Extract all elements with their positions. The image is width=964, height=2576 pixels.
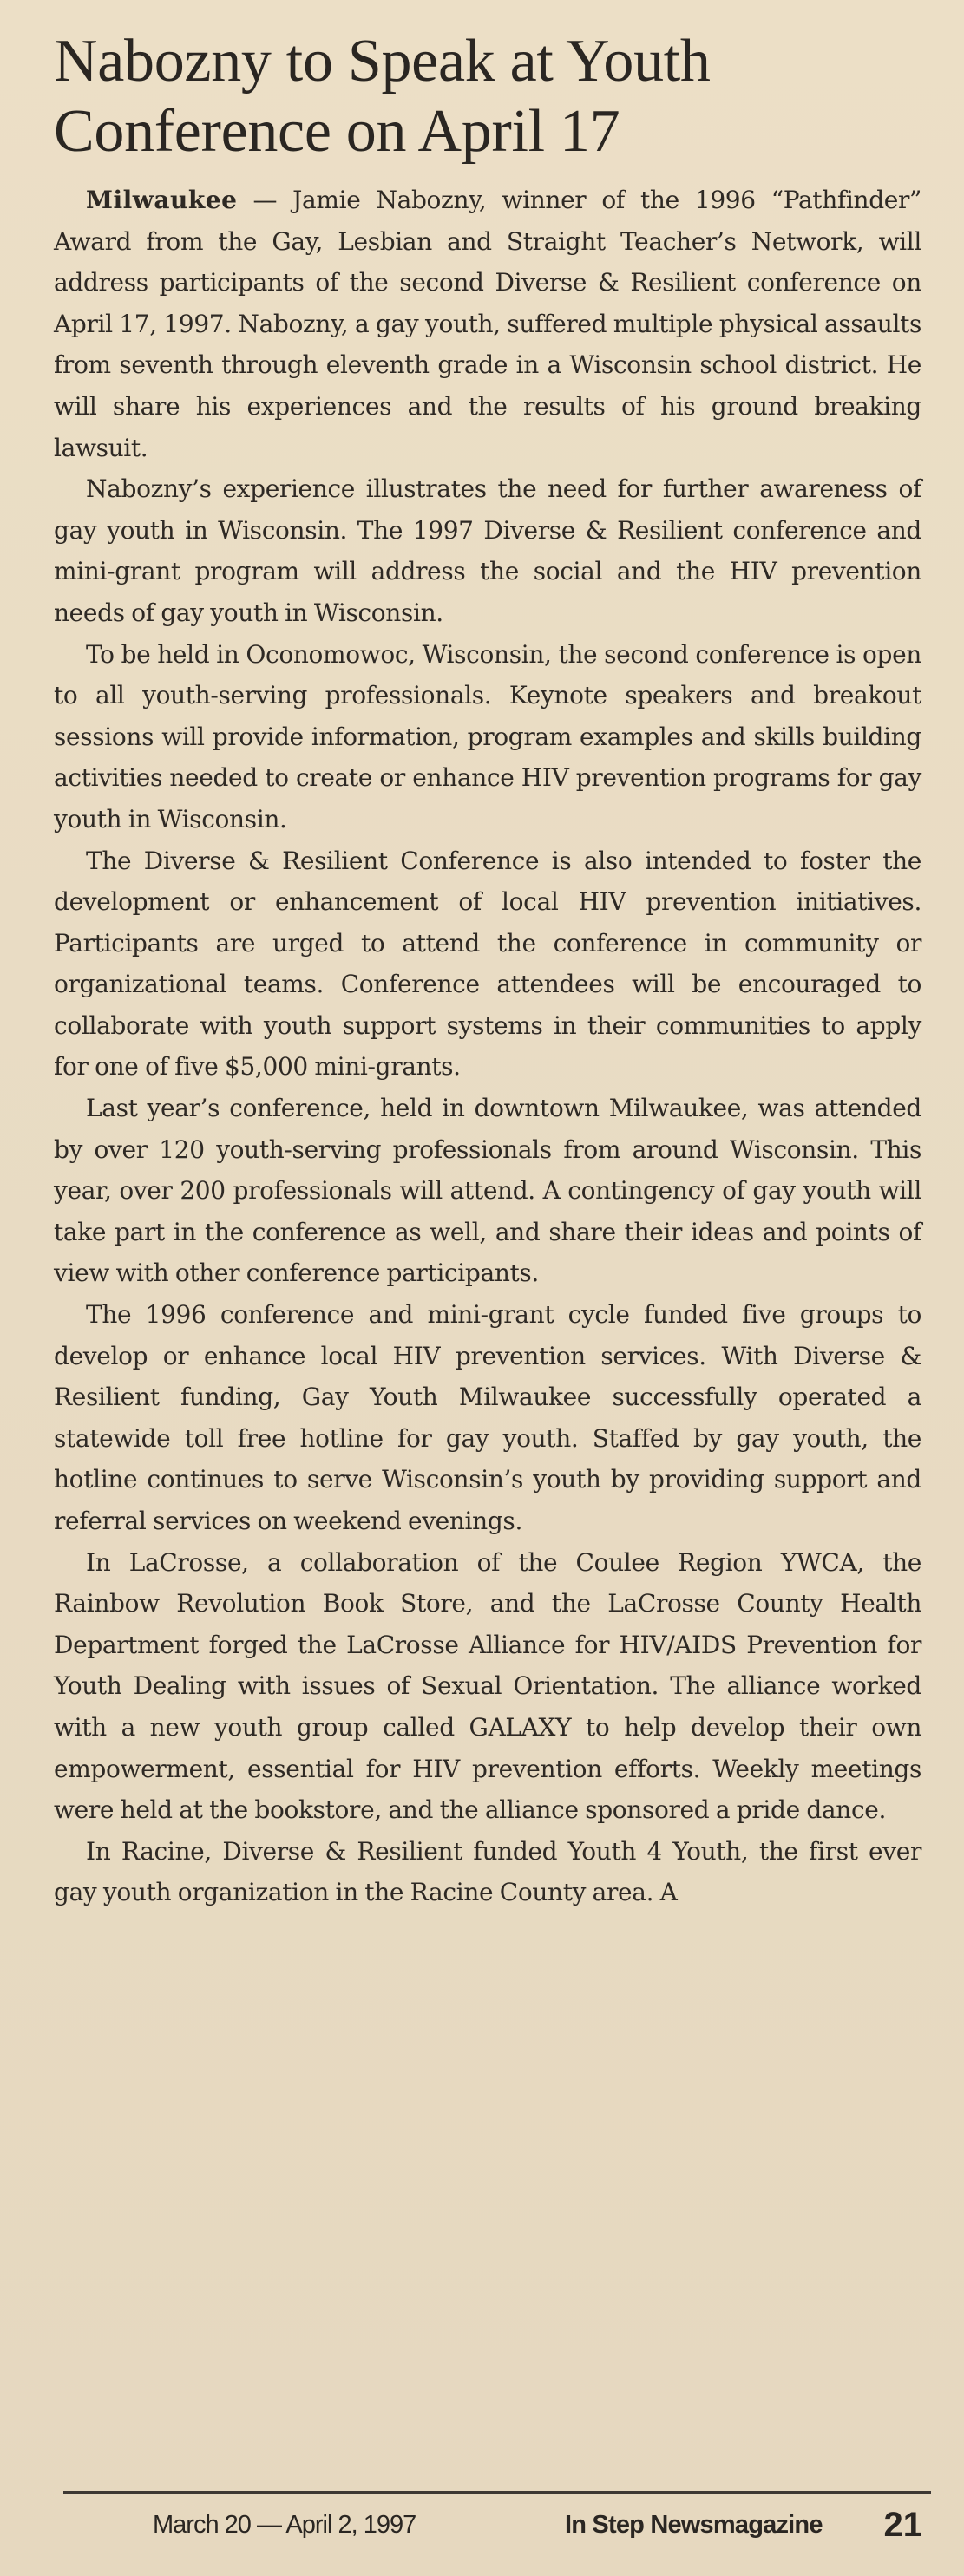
footer-publication-name: In Step Newsmagazine: [565, 2511, 823, 2539]
article-body: [54, 180, 921, 1913]
article-dateline: Milwaukee: [86, 186, 238, 214]
article-paragraph-6: The 1996 conference and mini-grant cycle funded five groups to develop or enhance local HIV prevention services. With Diverse & Resilient funding, Gay Youth Milwaukee successfully operated a statewide toll free hotline for gay youth. Staffed by gay youth, the hotline continues to serve Wisconsin’s youth by providing support and referral services on weekend evenings.: [54, 1300, 921, 1535]
article-paragraph-1-text: — Jamie Nabozny, winner of the 1996 “Pathfinder” Award from the Gay, Lesbian and Straight Teacher’s Network, will address participants of the second Diverse & Resilient conference on April 17, 1997. Nabozny, a gay youth, suffered multiple physical assaults from seventh through eleventh grade in a Wisconsin school district. He will share his experiences and the results of his ground breaking lawsuit.: [54, 186, 921, 462]
page-footer: [63, 2502, 931, 2554]
article-paragraph-3: To be held in Oconomowoc, Wisconsin, the second conference is open to all youth-serving professionals. Keynote speakers and breakout sessions will provide information, program examples and skills building activities needed to create or enhance HIV prevention programs for gay youth in Wisconsin.: [54, 639, 921, 834]
article-paragraph-2: Nabozny’s experience illustrates the need for further awareness of gay youth in Wisconsin. The 1997 Diverse & Resilient conference and mini-grant program will address the social and the HIV prevention needs of gay youth in Wisconsin.: [54, 474, 921, 627]
article-paragraph-8: In Racine, Diverse & Resilient funded Youth 4 Youth, the first ever gay youth organization in the Racine County area. A: [54, 1836, 921, 1907]
article-paragraph-5: Last year’s conference, held in downtown Milwaukee, was attended by over 120 youth-serving professionals from around Wisconsin. This year, over 200 professionals will attend. A contingency of gay youth will take part in the conference as well, and share their ideas and points of view with other conference participants.: [54, 1094, 921, 1288]
article-headline: Nabozny to Speak at Youth Conference on April 17: [54, 28, 711, 165]
article-paragraph-7: In LaCrosse, a collaboration of the Coulee Region YWCA, the Rainbow Revolution Book Store, and the LaCrosse County Health Department forged the LaCrosse Alliance for HIV/AIDS Prevention for Youth Dealing with issues of Sexual Orientation. The alliance worked with a new youth group called GALAXY to help develop their own empowerment, essential for HIV prevention efforts. Weekly meetings were held at the bookstore, and the alliance sponsored a pride dance.: [54, 1547, 921, 1825]
footer-divider: [63, 2491, 931, 2494]
footer-page-number: 21: [883, 2506, 922, 2544]
article-paragraph-1: [54, 180, 921, 468]
footer-issue-date: March 20 — April 2, 1997: [153, 2511, 416, 2539]
article-paragraph-4: The Diverse & Resilient Conference is also intended to foster the development or enhancement of local HIV prevention initiatives. Participants are urged to attend the conference in community or organizational teams. Conference attendees will be encouraged to collaborate with youth support systems in their communities to apply for one of five $5,000 mini-grants.: [54, 846, 921, 1082]
